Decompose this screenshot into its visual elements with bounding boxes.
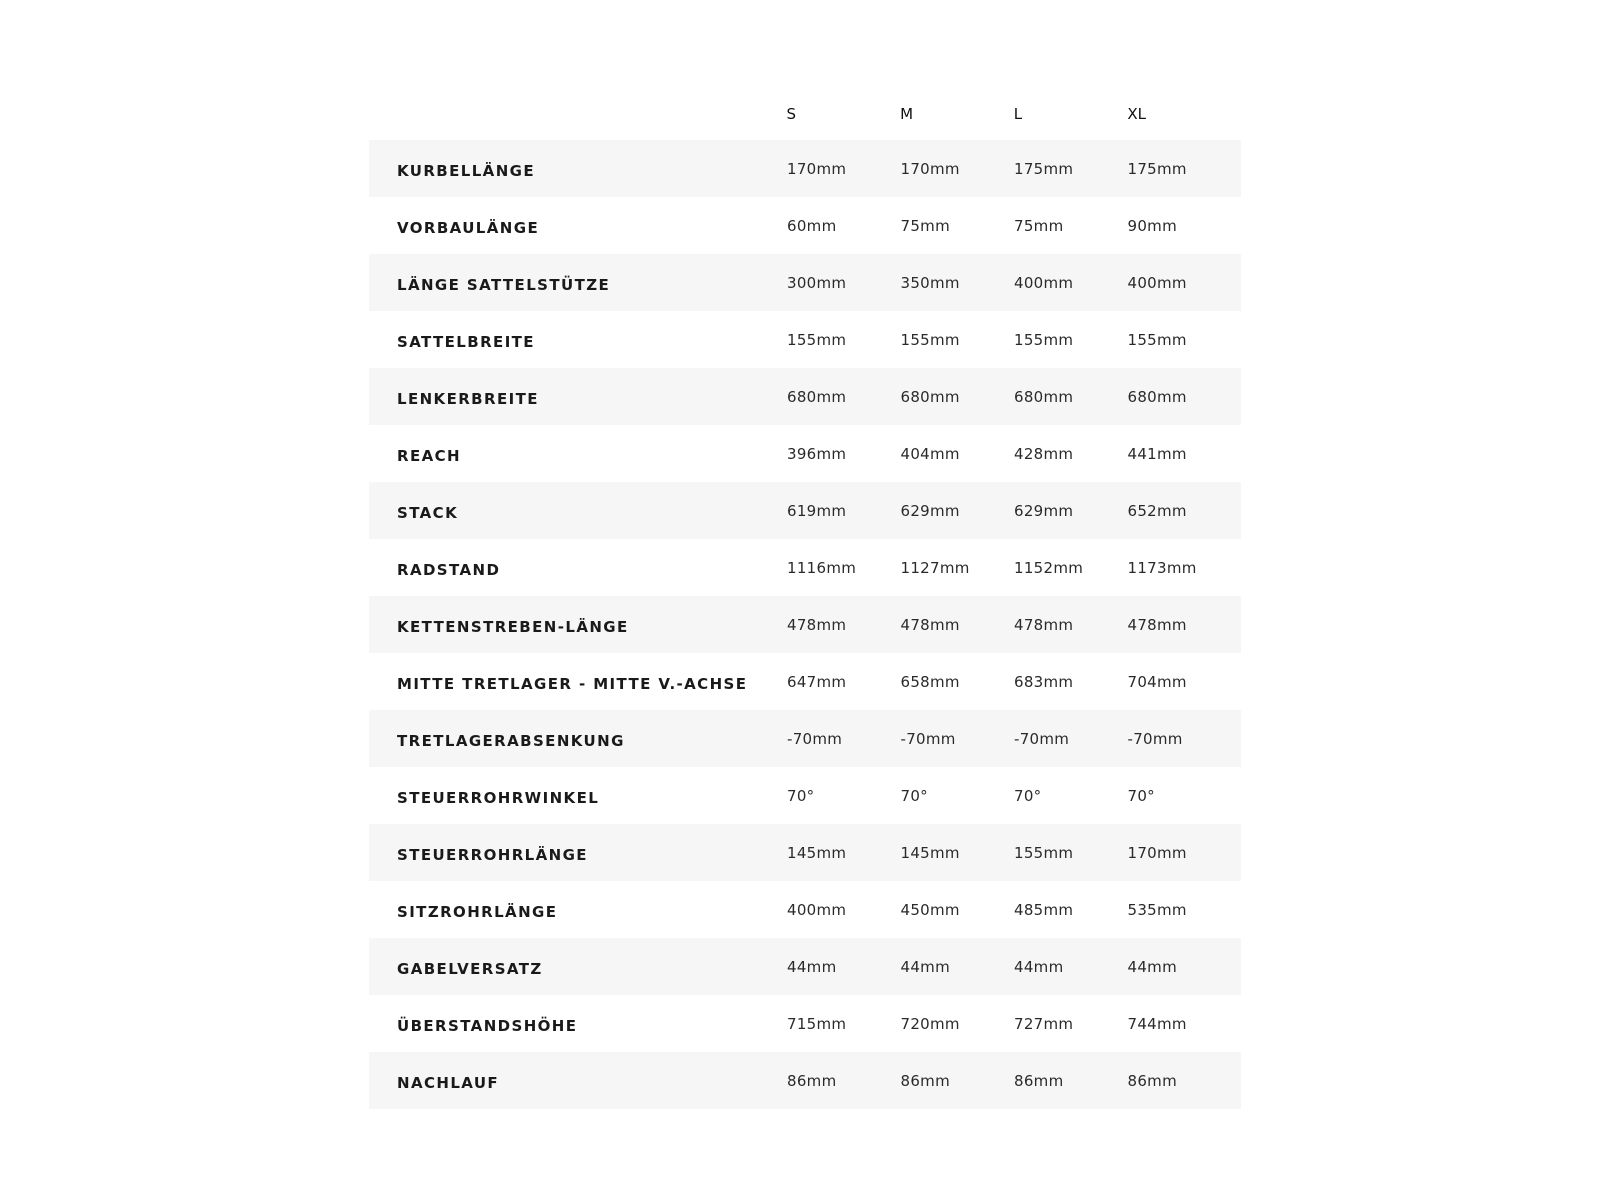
row-label: LÄNGE SATTELSTÜTZE <box>397 275 611 294</box>
row-value: 145mm <box>900 843 960 862</box>
table-row <box>369 140 1241 197</box>
row-value: 175mm <box>1127 159 1187 178</box>
row-value: 680mm <box>1013 387 1074 406</box>
row-value: 170mm <box>786 159 847 178</box>
row-value: 629mm <box>900 501 960 520</box>
row-value: 60mm <box>786 216 837 235</box>
row-label: KETTENSTREBEN-LÄNGE <box>397 617 629 636</box>
row-value: 1127mm <box>900 558 970 577</box>
row-value: 744mm <box>1127 1014 1187 1033</box>
row-value: 680mm <box>900 387 960 406</box>
row-label: SATTELBREITE <box>397 332 535 351</box>
row-value: 404mm <box>900 444 960 463</box>
row-value: 170mm <box>1127 843 1187 862</box>
size-header-l: L <box>1013 105 1023 123</box>
row-value: 441mm <box>1127 444 1187 463</box>
row-value: 680mm <box>786 387 847 406</box>
geometry-table <box>369 88 1241 1109</box>
row-value: 75mm <box>900 216 950 235</box>
row-value: 350mm <box>900 273 960 292</box>
size-header-xl: XL <box>1127 105 1147 123</box>
row-value: 478mm <box>900 615 960 634</box>
table-row <box>369 197 1241 254</box>
row-value: 619mm <box>786 501 847 520</box>
row-value: 44mm <box>786 957 837 976</box>
row-value: 704mm <box>1127 672 1187 691</box>
row-value: 396mm <box>786 444 847 463</box>
row-label: REACH <box>397 446 461 465</box>
row-value: 145mm <box>786 843 847 862</box>
row-label: GABELVERSATZ <box>397 959 543 978</box>
row-value: -70mm <box>900 729 956 748</box>
row-label: VORBAULÄNGE <box>397 218 540 237</box>
row-label: KURBELLÄNGE <box>397 161 536 180</box>
table-row <box>369 596 1241 653</box>
row-value: 450mm <box>900 900 960 919</box>
table-row <box>369 425 1241 482</box>
row-label: LENKERBREITE <box>397 389 539 408</box>
row-label: NACHLAUF <box>397 1073 500 1092</box>
row-value: 300mm <box>786 273 847 292</box>
row-value: 155mm <box>1013 843 1074 862</box>
table-row <box>369 539 1241 596</box>
row-value: 647mm <box>786 672 847 691</box>
row-value: 652mm <box>1127 501 1187 520</box>
row-label: TRETLAGERABSENKUNG <box>397 731 625 750</box>
table-row <box>369 1052 1241 1109</box>
row-value: 478mm <box>1127 615 1187 634</box>
row-value: 90mm <box>1127 216 1177 235</box>
size-header-row <box>369 88 1241 140</box>
row-value: -70mm <box>786 729 843 748</box>
row-value: 155mm <box>1013 330 1074 349</box>
size-header-s: S <box>786 105 797 123</box>
row-value: 155mm <box>786 330 847 349</box>
row-value: 478mm <box>786 615 847 634</box>
row-value: 170mm <box>900 159 960 178</box>
size-header-m: M <box>900 105 914 123</box>
row-value: 400mm <box>1013 273 1074 292</box>
table-row <box>369 368 1241 425</box>
table-row <box>369 767 1241 824</box>
row-value: 535mm <box>1127 900 1187 919</box>
row-value: -70mm <box>1013 729 1070 748</box>
table-row <box>369 881 1241 938</box>
row-value: 86mm <box>900 1071 950 1090</box>
row-value: 715mm <box>786 1014 847 1033</box>
row-value: 70° <box>786 786 815 805</box>
table-row <box>369 824 1241 881</box>
table-row <box>369 482 1241 539</box>
row-value: 44mm <box>1127 957 1177 976</box>
row-label: STACK <box>397 503 459 522</box>
row-value: 1116mm <box>786 558 857 577</box>
row-value: 86mm <box>1127 1071 1177 1090</box>
row-value: 75mm <box>1013 216 1064 235</box>
row-value: 629mm <box>1013 501 1074 520</box>
row-value: 86mm <box>1013 1071 1064 1090</box>
row-value: 683mm <box>1013 672 1074 691</box>
row-label: STEUERROHRWINKEL <box>397 788 600 807</box>
row-label: RADSTAND <box>397 560 501 579</box>
row-value: 155mm <box>900 330 960 349</box>
row-label: STEUERROHRLÄNGE <box>397 845 588 864</box>
row-value: 70° <box>1127 786 1155 805</box>
table-row <box>369 710 1241 767</box>
table-row <box>369 938 1241 995</box>
table-row <box>369 254 1241 311</box>
row-value: 485mm <box>1013 900 1074 919</box>
row-value: 1152mm <box>1013 558 1084 577</box>
row-value: 400mm <box>786 900 847 919</box>
table-body <box>369 140 1241 1109</box>
row-value: 70° <box>1013 786 1042 805</box>
row-value: 680mm <box>1127 387 1187 406</box>
table-row <box>369 311 1241 368</box>
row-value: 86mm <box>786 1071 837 1090</box>
row-value: 428mm <box>1013 444 1074 463</box>
row-value: 155mm <box>1127 330 1187 349</box>
row-value: 727mm <box>1013 1014 1074 1033</box>
row-value: 44mm <box>1013 957 1064 976</box>
row-value: 44mm <box>900 957 950 976</box>
row-value: 658mm <box>900 672 960 691</box>
table-row <box>369 653 1241 710</box>
row-label: SITZROHRLÄNGE <box>397 902 558 921</box>
row-value: -70mm <box>1127 729 1183 748</box>
row-value: 400mm <box>1127 273 1187 292</box>
row-value: 175mm <box>1013 159 1074 178</box>
table-row <box>369 995 1241 1052</box>
row-label: MITTE TRETLAGER - MITTE V.-ACHSE <box>397 674 748 693</box>
row-value: 720mm <box>900 1014 960 1033</box>
row-value: 1173mm <box>1127 558 1197 577</box>
row-value: 478mm <box>1013 615 1074 634</box>
row-label: ÜBERSTANDSHÖHE <box>397 1016 578 1035</box>
row-value: 70° <box>900 786 928 805</box>
